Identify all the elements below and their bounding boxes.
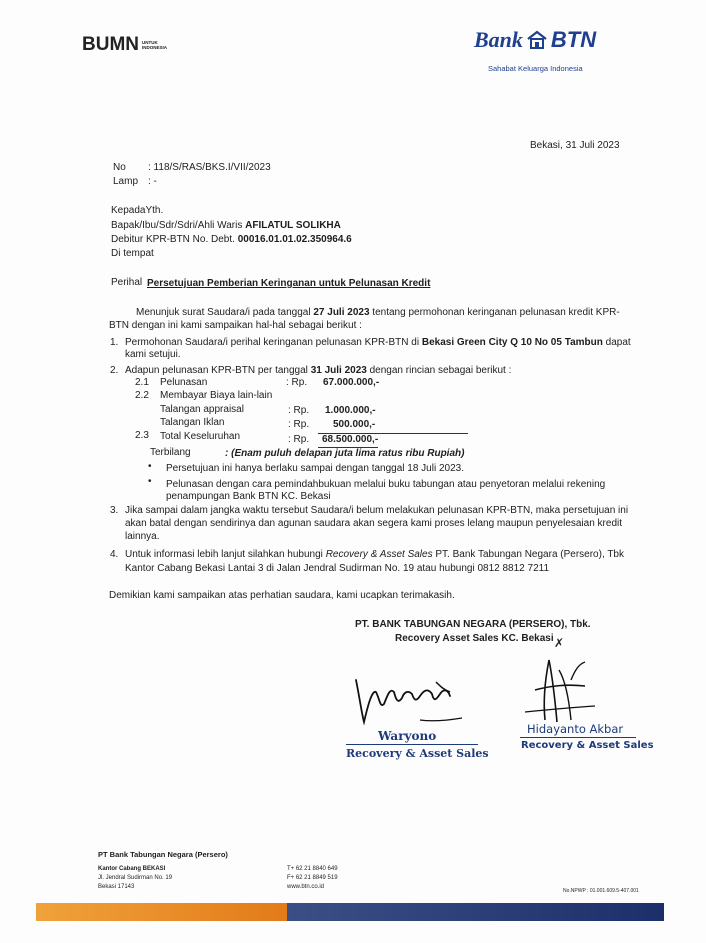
footer-bar-navy [287, 903, 664, 921]
item4-number: 4. [110, 549, 119, 560]
intro-line-1: Menunjuk surat Saudara/i pada tanggal 27 Juli 2023 tentang permohonan keringanan pelunasan kredit KPR- [136, 307, 620, 318]
item4-line-1: Untuk informasi lebih lanjut silahkan hubungi Recovery & Asset Sales PT. Bank Tabungan Negara (Persero), Tbk [125, 549, 624, 560]
rincian-2-1-number: 2.1 [135, 377, 149, 388]
no-label: No [113, 162, 126, 173]
item3-line-3: lainnya. [125, 531, 160, 542]
debitur-number: 00016.01.01.02.350964.6 [237, 234, 352, 245]
terbilang-value: : (Enam puluh delapan juta lima ratus ribu Rupiah) [225, 448, 465, 459]
rincian-2-3-number: 2.3 [135, 430, 149, 441]
signature-company: PT. BANK TABUNGAN NEGARA (PERSERO), Tbk. [355, 619, 591, 630]
item1-line-2: kami setujui. [125, 349, 181, 360]
bullet-dot: • [148, 461, 152, 472]
signatory-1-rule [346, 744, 478, 745]
item1-line-1: Permohonan Saudara/i perihal keringanan pelunasan KPR-BTN di Bekasi Green City Q 10 No 05 Tambun dapat [125, 337, 631, 348]
item4-line-2: Kantor Cabang Bekasi Lantai 3 di Jalan Jendral Sudirman No. 19 atau hubungi 0812 8812 7211 [125, 563, 550, 574]
bullet-1: Persetujuan ini hanya berlaku sampai dengan tanggal 18 Juli 2023. [166, 463, 464, 474]
intro-line-2: BTN dengan ini kami sampaikan hal-hal sebagai berikut : [109, 320, 362, 331]
rincian-iklan-rp: : Rp. [288, 419, 310, 430]
footer-branch: Kantor Cabang BEKASI [98, 866, 166, 872]
signatory-2-name: Hidayanto Akbar [527, 722, 624, 736]
perihal-label: Perihal [111, 277, 143, 288]
perihal-value: Persetujuan Pemberian Keringanan untuk Pelunasan Kredit [147, 278, 431, 289]
item3-line-2: akan batal dengan sendirinya dan agunan saudara akan segera kami proses lelang maupun penyelesaian kredit [125, 518, 623, 529]
rincian-iklan-label: Talangan Iklan [160, 417, 225, 428]
signatory-2-rule [520, 737, 636, 738]
btn-logo [474, 27, 596, 53]
item2-number: 2. [110, 365, 119, 376]
rincian-2-1-value: 67.000.000,- [323, 377, 380, 388]
footer-color-bar [36, 903, 664, 921]
bullet-dot: • [148, 476, 152, 487]
btn-logo-btn: BTN [550, 27, 597, 52]
bumn-logo-sub: UNTUK INDONESIA [142, 40, 168, 50]
signatory-1-name: Waryono [378, 729, 437, 743]
rincian-2-1-rp: : Rp. [286, 377, 308, 388]
rincian-2-3-rp: : Rp. [288, 434, 310, 445]
kepada: KepadaYth. [111, 205, 164, 216]
footer-web: www.btn.co.id [287, 884, 325, 890]
btn-tagline: Sahabat Keluarga Indonesia [488, 64, 583, 73]
rincian-2-1-label: Pelunasan [160, 377, 208, 388]
lamp-value: : - [148, 176, 157, 187]
rincian-appraisal-rp: : Rp. [288, 405, 310, 416]
item1-number: 1. [110, 337, 119, 348]
rincian-2-3-value: 68.500.000,- [322, 434, 379, 445]
item3-line-1: Jika sampai dalam jangka waktu tersebut Saudara/i belum melakukan pelunasan KPR-BTN, maka persetujuan ini [125, 505, 629, 516]
debitur-line: Debitur KPR-BTN No. Debt. 00016.01.01.02.350964.6 [111, 234, 352, 245]
recipient-name: AFILATUL SOLIKHA [245, 220, 341, 231]
footer-fax: F+ 62 21 8849 519 [287, 875, 338, 881]
lamp-label: Lamp [113, 176, 139, 187]
footer-company: PT Bank Tabungan Negara (Persero) [98, 850, 228, 859]
di-tempat: Di tempat [111, 248, 154, 259]
bullet-2-line-1: Pelunasan dengan cara pemindahbukuan melalui buku tabungan atau penyetoran melalui rekening [166, 479, 606, 490]
signature-hidayanto [515, 650, 605, 730]
terbilang-label: Terbilang [150, 447, 191, 458]
house-icon [526, 29, 548, 51]
signature-unit: Recovery Asset Sales KC. Bekasi [395, 633, 554, 644]
rincian-2-2-number: 2.2 [135, 390, 149, 401]
footer-address-1: Jl. Jendral Sudirman No. 19 [98, 875, 173, 881]
bullet-2-line-2: penampungan Bank BTN KC. Bekasi [166, 491, 331, 502]
btn-logo-bank: Bank [474, 27, 523, 52]
place-date: Bekasi, 31 Juli 2023 [530, 140, 620, 151]
rincian-2-3-label: Total Keseluruhan [160, 431, 241, 442]
footer-npwp: No.NPWP : 01.001.609.5-407.001 [563, 888, 639, 894]
paraf-mark: ✗ [554, 636, 565, 650]
footer-address-2: Bekasi 17143 [98, 884, 135, 890]
rincian-appraisal-value: 1.000.000,- [325, 405, 376, 416]
item3-number: 3. [110, 505, 119, 516]
closing: Demikian kami sampaikan atas perhatian saudara, kami ucapkan terimakasih. [109, 590, 455, 601]
bumn-logo-text: BUMN [82, 34, 139, 55]
rincian-2-2-label: Membayar Biaya lain-lain [160, 390, 273, 401]
signatory-1-title: Recovery & Asset Sales [346, 747, 489, 760]
recipient-line: Bapak/Ibu/Sdr/Sdri/Ahli Waris AFILATUL SOLIKHA [111, 220, 341, 231]
bumn-logo [82, 34, 167, 56]
signature-waryono [350, 660, 470, 730]
signatory-2-title: Recovery & Asset Sales [521, 740, 654, 751]
item2-line: Adapun pelunasan KPR-BTN per tanggal 31 Juli 2023 dengan rincian sebagai berikut : [125, 365, 512, 376]
rincian-iklan-value: 500.000,- [333, 419, 376, 430]
no-value: : 118/S/RAS/BKS.I/VII/2023 [148, 162, 271, 173]
rincian-appraisal-label: Talangan appraisal [160, 404, 244, 415]
footer-bar-orange [36, 903, 287, 921]
footer-tel: T+ 62 21 8840 649 [287, 866, 338, 872]
